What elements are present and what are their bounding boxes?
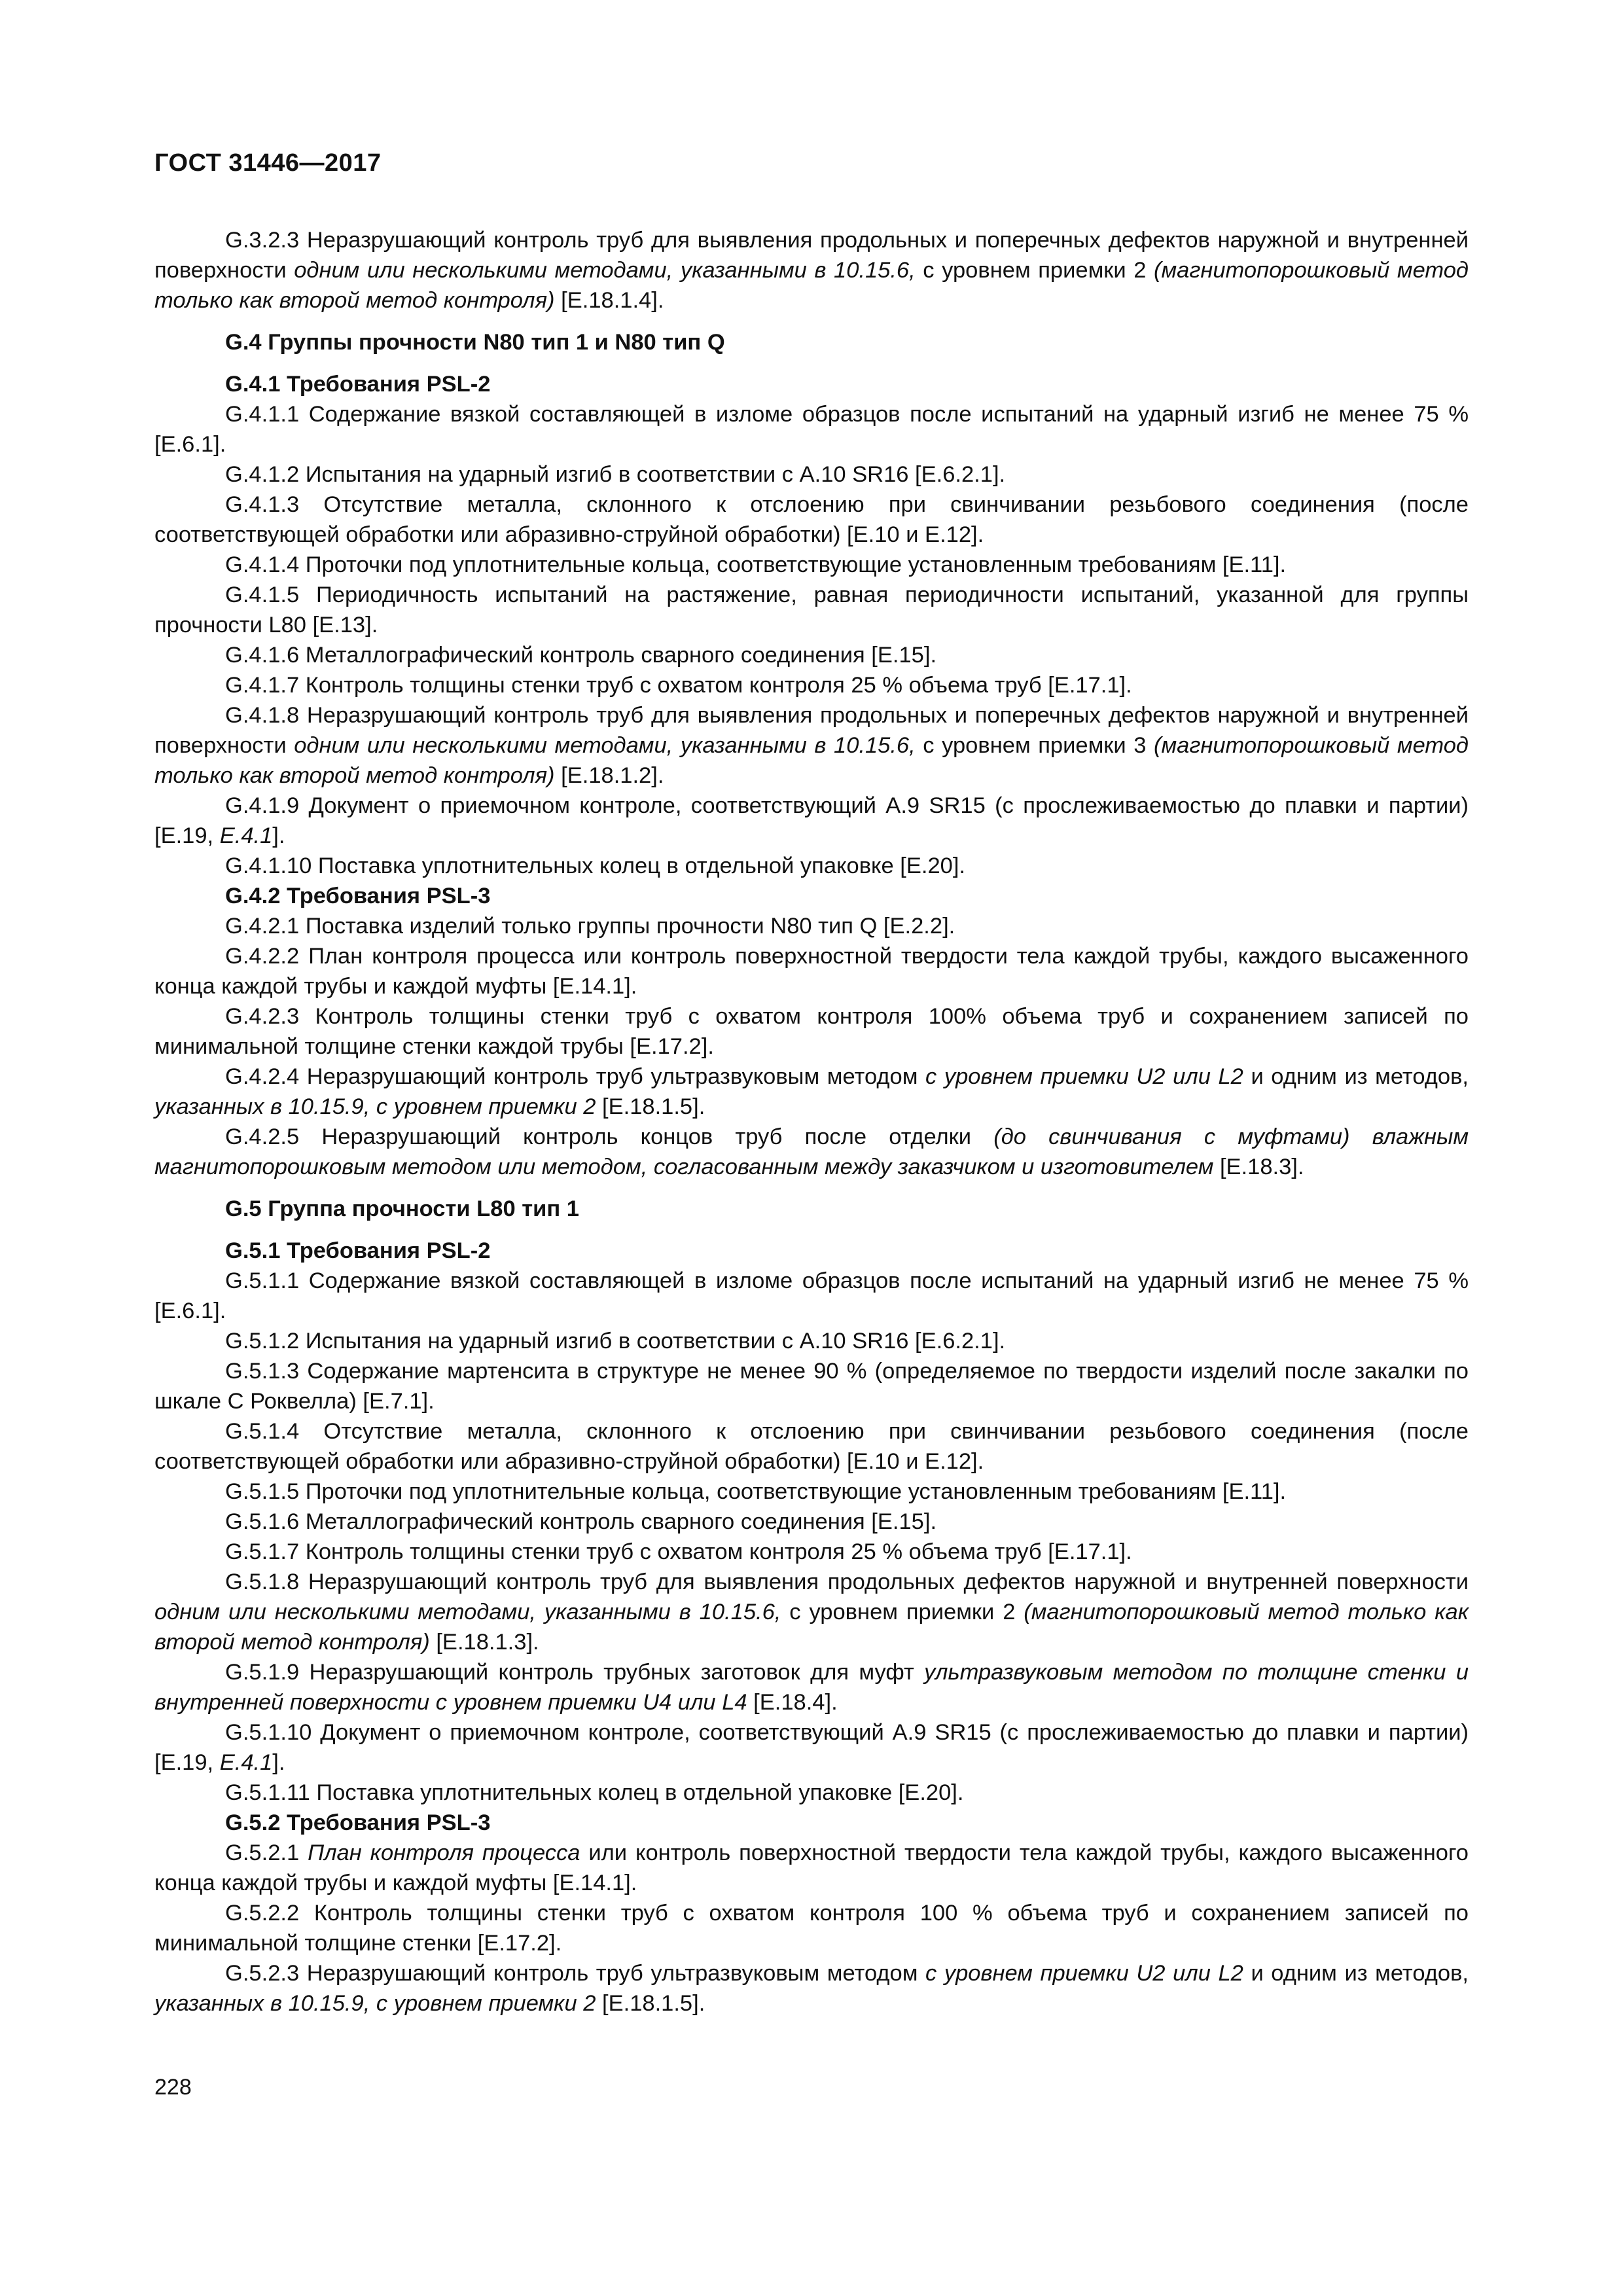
section-heading <box>154 1236 1469 1266</box>
section-heading <box>154 327 1469 357</box>
paragraph <box>154 1507 1469 1537</box>
text-run: G.4.1.1 Содержание вязкой составляющей в изломе образцов после испытаний на ударный изгиб не менее 75 % [E.6.1]. <box>154 402 1469 457</box>
text-run: G.5.1.6 Металлографический контроль сварного соединения [E.15]. <box>225 1509 937 1534</box>
paragraph <box>154 490 1469 550</box>
paragraph <box>154 640 1469 670</box>
text-run: G.5.1.4 Отсутствие металла, склонного к отслоению при свинчивании резьбового соединения (после соответствующей обработки или абразивно-струйной обработки) [E.10 и E.12]. <box>154 1419 1469 1474</box>
text-run: G.5.1.11 Поставка уплотнительных колец в отдельной упаковке [E.20]. <box>225 1780 964 1805</box>
text-run: G.4.2 Требования PSL-3 <box>225 884 491 908</box>
text-run: G.4.2.5 Неразрушающий контроль концов труб после отделки <box>225 1124 994 1149</box>
paragraph <box>154 225 1469 315</box>
paragraph <box>154 1266 1469 1326</box>
italic-text: (до свинчивания с муфтами) влажным магнитопорошковым методом или методом, согласованным между заказчиком и изготовителем <box>154 1124 1469 1179</box>
text-run: G.4.1 Требования PSL-2 <box>225 372 491 397</box>
text-run: G.5.2.1 <box>225 1840 308 1865</box>
text-run: G.5.2.2 Контроль толщины стенки труб с охватом контроля 100 % объема труб и сохранением записей по минимальной толщине стенки [E.17.2]. <box>154 1901 1469 1956</box>
paragraph <box>154 1657 1469 1717</box>
italic-text: E.4.1 <box>219 1750 273 1775</box>
page-number: 228 <box>154 2075 192 2100</box>
paragraph <box>154 580 1469 640</box>
paragraph <box>154 791 1469 851</box>
paragraph <box>154 851 1469 881</box>
document-body <box>154 225 1469 2018</box>
text-run: G.4.2.1 Поставка изделий только группы прочности N80 тип Q [E.2.2]. <box>225 914 955 939</box>
text-run: G.5.1.7 Контроль толщины стенки труб с охватом контроля 25 % объема труб [E.17.1]. <box>225 1539 1132 1564</box>
text-run: с уровнем приемки 2 <box>781 1600 1024 1624</box>
section-heading <box>154 881 1469 911</box>
paragraph <box>154 1838 1469 1898</box>
text-run: G.5.2.3 Неразрушающий контроль труб ультразвуковым методом <box>225 1961 926 1986</box>
text-run: G.4.2.3 Контроль толщины стенки труб с охватом контроля 100% объема труб и сохранением записей по минимальной толщине стенки каждой трубы [E.17.2]. <box>154 1004 1469 1059</box>
paragraph <box>154 459 1469 490</box>
paragraph <box>154 1326 1469 1356</box>
text-run: G.4.1.7 Контроль толщины стенки труб с охватом контроля 25 % объема труб [E.17.1]. <box>225 673 1132 698</box>
section-heading <box>154 369 1469 399</box>
italic-text: одним или несколькими методами, указанными в 10.15.6, <box>294 258 916 283</box>
text-run: [E.18.1.4]. <box>554 288 664 313</box>
text-run: G.4.1.6 Металлографический контроль сварного соединения [E.15]. <box>225 643 937 668</box>
text-run: G.3.2.3 Неразрушающий контроль труб для выявления продольных и поперечных дефектов наружной и внутренней поверхности <box>154 228 1469 283</box>
text-run: [E.18.3]. <box>1213 1155 1304 1179</box>
italic-text: (магнитопорошковый метод только как второй метод контроля) <box>154 258 1469 313</box>
text-run: [E.18.1.5]. <box>596 1094 705 1119</box>
text-run: и одним из методов, <box>1243 1961 1469 1986</box>
text-run: G.5.1.2 Испытания на ударный изгиб в соответствии с A.10 SR16 [E.6.2.1]. <box>225 1329 1006 1354</box>
text-run: G.5.2 Требования PSL-3 <box>225 1810 491 1835</box>
text-run: с уровнем приемки 2 <box>915 258 1154 283</box>
text-run: G.4 Группы прочности N80 тип 1 и N80 тип Q <box>225 330 725 355</box>
document-header: ГОСТ 31446—2017 <box>154 149 382 177</box>
text-run: G.4.1.4 Проточки под уплотнительные кольца, соответствующие установленным требованиям [E.11]. <box>225 552 1287 577</box>
text-run: G.5.1.8 Неразрушающий контроль труб для выявления продольных дефектов наружной и внутренней поверхности <box>225 1570 1469 1594</box>
paragraph <box>154 1122 1469 1182</box>
paragraph <box>154 1778 1469 1808</box>
text-run: G.4.1.9 Документ о приемочном контроле, соответствующий A.9 SR15 (с прослеживаемостью до плавки и партии) [E.19, <box>154 793 1469 848</box>
section-heading <box>154 1808 1469 1838</box>
text-run: и одним из методов, <box>1243 1064 1469 1089</box>
text-run: с уровнем приемки 3 <box>915 733 1154 758</box>
paragraph <box>154 1001 1469 1062</box>
text-run: [E.18.1.5]. <box>596 1991 705 2016</box>
paragraph <box>154 1717 1469 1778</box>
paragraph <box>154 1356 1469 1416</box>
italic-text: План контроля процесса <box>308 1840 580 1865</box>
text-run: G.4.1.5 Периодичность испытаний на растяжение, равная периодичности испытаний, указанной для группы прочности L80 [E.13]. <box>154 583 1469 637</box>
text-run: G.5.1.10 Документ о приемочном контроле, соответствующий A.9 SR15 (с прослеживаемостью до плавки и партии) [E.19, <box>154 1720 1469 1775</box>
text-run: G.5.1.9 Неразрушающий контроль трубных заготовок для муфт <box>225 1660 925 1685</box>
text-run: G.5.1.5 Проточки под уплотнительные кольца, соответствующие установленным требованиям [E.11]. <box>225 1479 1287 1504</box>
text-run: G.4.2.2 План контроля процесса или контроль поверхностной твердости тела каждой трубы, каждого высаженного конца каждой трубы и каждой муфты [E.14.1]. <box>154 944 1469 999</box>
paragraph <box>154 1416 1469 1477</box>
text-run: или контроль поверхностной твердости тела каждой трубы, каждого высаженного конца каждой трубы и каждой муфты [E.14.1]. <box>154 1840 1469 1895</box>
paragraph <box>154 1537 1469 1567</box>
paragraph <box>154 1567 1469 1657</box>
italic-text: ультразвуковым методом по толщине стенки и внутренней поверхности с уровнем приемки U4 или L4 <box>154 1660 1469 1715</box>
paragraph <box>154 1958 1469 2018</box>
paragraph <box>154 399 1469 459</box>
italic-text: одним или несколькими методами, указанными в 10.15.6, <box>294 733 916 758</box>
text-run: G.5.1 Требования PSL-2 <box>225 1238 491 1263</box>
text-run: G.5.1.1 Содержание вязкой составляющей в изломе образцов после испытаний на ударный изгиб не менее 75 % [E.6.1]. <box>154 1268 1469 1323</box>
italic-text: (магнитопорошковый метод только как второй метод контроля) <box>154 1600 1469 1655</box>
text-run: ]. <box>272 1750 285 1775</box>
italic-text: с уровнем приемки U2 или L2 <box>925 1961 1243 1986</box>
text-run: G.5.1.3 Содержание мартенсита в структуре не менее 90 % (определяемое по твердости изделий после закалки по шкале C Роквелла) [E.7.1]. <box>154 1359 1469 1414</box>
text-run: G.4.2.4 Неразрушающий контроль труб ультразвуковым методом <box>225 1064 926 1089</box>
paragraph <box>154 670 1469 700</box>
paragraph <box>154 1477 1469 1507</box>
section-heading <box>154 1194 1469 1224</box>
italic-text: указанных в 10.15.9, с уровнем приемки 2 <box>154 1991 596 2016</box>
text-run: G.4.1.3 Отсутствие металла, склонного к отслоению при свинчивании резьбового соединения (после соответствующей обработки или абразивно-струйной обработки) [E.10 и E.12]. <box>154 492 1469 547</box>
text-run: G.4.1.2 Испытания на ударный изгиб в соответствии с A.10 SR16 [E.6.2.1]. <box>225 462 1006 487</box>
italic-text: указанных в 10.15.9, с уровнем приемки 2 <box>154 1094 596 1119</box>
paragraph <box>154 700 1469 791</box>
text-run: [E.18.4]. <box>747 1690 838 1715</box>
italic-text: с уровнем приемки U2 или L2 <box>925 1064 1243 1089</box>
text-run: G.5 Группа прочности L80 тип 1 <box>225 1196 579 1221</box>
text-run: ]. <box>272 823 285 848</box>
italic-text: одним или несколькими методами, указанными в 10.15.6, <box>154 1600 781 1624</box>
paragraph <box>154 550 1469 580</box>
paragraph <box>154 1062 1469 1122</box>
text-run: G.4.1.8 Неразрушающий контроль труб для выявления продольных и поперечных дефектов наружной и внутренней поверхности <box>154 703 1469 758</box>
paragraph <box>154 911 1469 941</box>
paragraph <box>154 1898 1469 1958</box>
italic-text: (магнитопорошковый метод только как второй метод контроля) <box>154 733 1469 788</box>
text-run: [E.18.1.2]. <box>554 763 664 788</box>
paragraph <box>154 941 1469 1001</box>
italic-text: E.4.1 <box>219 823 273 848</box>
text-run: G.4.1.10 Поставка уплотнительных колец в отдельной упаковке [E.20]. <box>225 853 966 878</box>
text-run: [E.18.1.3]. <box>429 1630 539 1655</box>
